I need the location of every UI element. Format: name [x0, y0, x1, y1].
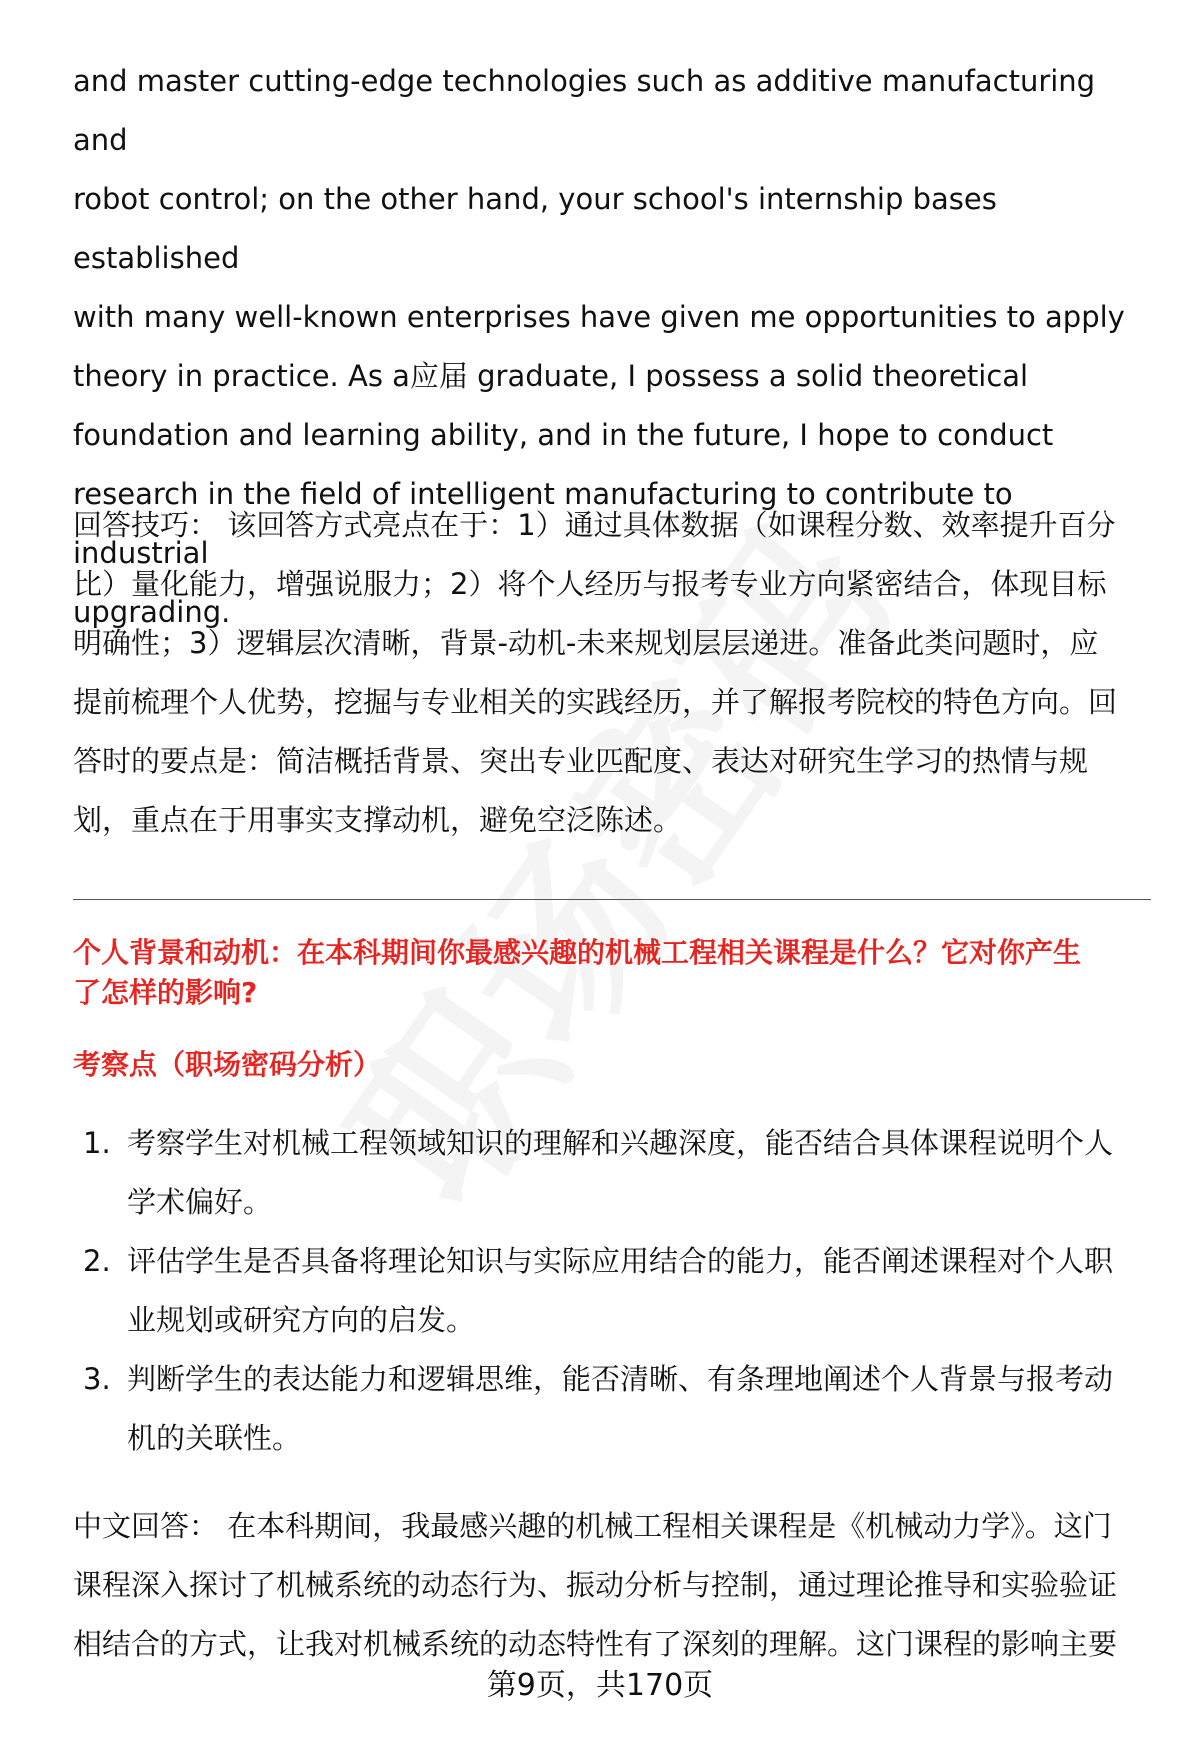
text-line: 课程深入探讨了机械系统的动态行为、振动分析与控制，通过理论推导和实验验证	[73, 1568, 1118, 1602]
list-item	[73, 1350, 1153, 1468]
text-line: 提前梳理个人优势，挖掘与专业相关的实践经历，并了解报考院校的特色方向。回	[73, 685, 1118, 719]
text-line: 机的关联性。	[127, 1421, 302, 1455]
text-line: 回答技巧： 该回答方式亮点在于：1）通过具体数据（如课程分数、效率提升百分	[73, 508, 1116, 542]
text-line: 明确性；3）逻辑层次清晰，背景-动机-未来规划层层递进。准备此类问题时，应	[73, 626, 1099, 660]
list-item	[73, 1114, 1153, 1232]
text-line: 业规划或研究方向的启发。	[127, 1303, 476, 1337]
text-line: research in the field of intelligent manufacturing to contribute to industrial	[73, 477, 1013, 570]
text-line: 学术偏好。	[127, 1185, 273, 1219]
text-line: upgrading.	[73, 595, 231, 629]
text-line: 考察学生对机械工程领域知识的理解和兴趣深度，能否结合具体课程说明个人	[127, 1126, 1114, 1160]
list-number: 2.	[83, 1244, 111, 1278]
text-line: 判断学生的表达能力和逻辑思维，能否清晰、有条理地阐述个人背景与报考动	[127, 1362, 1114, 1396]
text-line: 比）量化能力，增强说服力；2）将个人经历与报考专业方向紧密结合，体现目标	[73, 567, 1107, 601]
analysis-list	[73, 1114, 1153, 1468]
answer-tips	[73, 496, 1153, 850]
text-line: with many well-known enterprises have given me opportunities to apply	[73, 300, 1125, 334]
text-line: 答时的要点是：简洁概括背景、突出专业匹配度、表达对研究生学习的热情与规	[73, 744, 1089, 778]
text-line: foundation and learning ability, and in the future, I hope to conduct	[73, 418, 1054, 452]
list-item	[73, 1232, 1153, 1350]
text-line: theory in practice. As a应届 graduate, I possess a solid theoretical	[73, 359, 1029, 393]
analysis-title: 考察点（职场密码分析）	[73, 1048, 382, 1081]
list-number: 1.	[83, 1126, 111, 1160]
question-heading	[73, 933, 1153, 1013]
text-line: 了怎样的影响?	[73, 976, 258, 1009]
text-line: 个人背景和动机：在本科期间你最感兴趣的机械工程相关课程是什么？它对你产生	[73, 936, 1082, 969]
list-number: 3.	[83, 1362, 111, 1396]
chinese-answer	[73, 1497, 1153, 1674]
text-line: 评估学生是否具备将理论知识与实际应用结合的能力，能否阐述课程对个人职	[127, 1244, 1114, 1278]
text-line: and master cutting-edge technologies such as additive manufacturing and	[73, 64, 1096, 157]
text-line: 相结合的方式，让我对机械系统的动态特性有了深刻的理解。这门课程的影响主要	[73, 1627, 1118, 1661]
divider	[73, 899, 1151, 900]
text-line: 划，重点在于用事实支撑动机，避免空泛陈述。	[73, 803, 683, 837]
text-line: 中文回答： 在本科期间，我最感兴趣的机械工程相关课程是《机械动力学》。这门	[73, 1509, 1112, 1543]
text-line: robot control; on the other hand, your school's internship bases established	[73, 182, 997, 275]
page-footer: 第9页，共170页	[486, 1668, 714, 1703]
